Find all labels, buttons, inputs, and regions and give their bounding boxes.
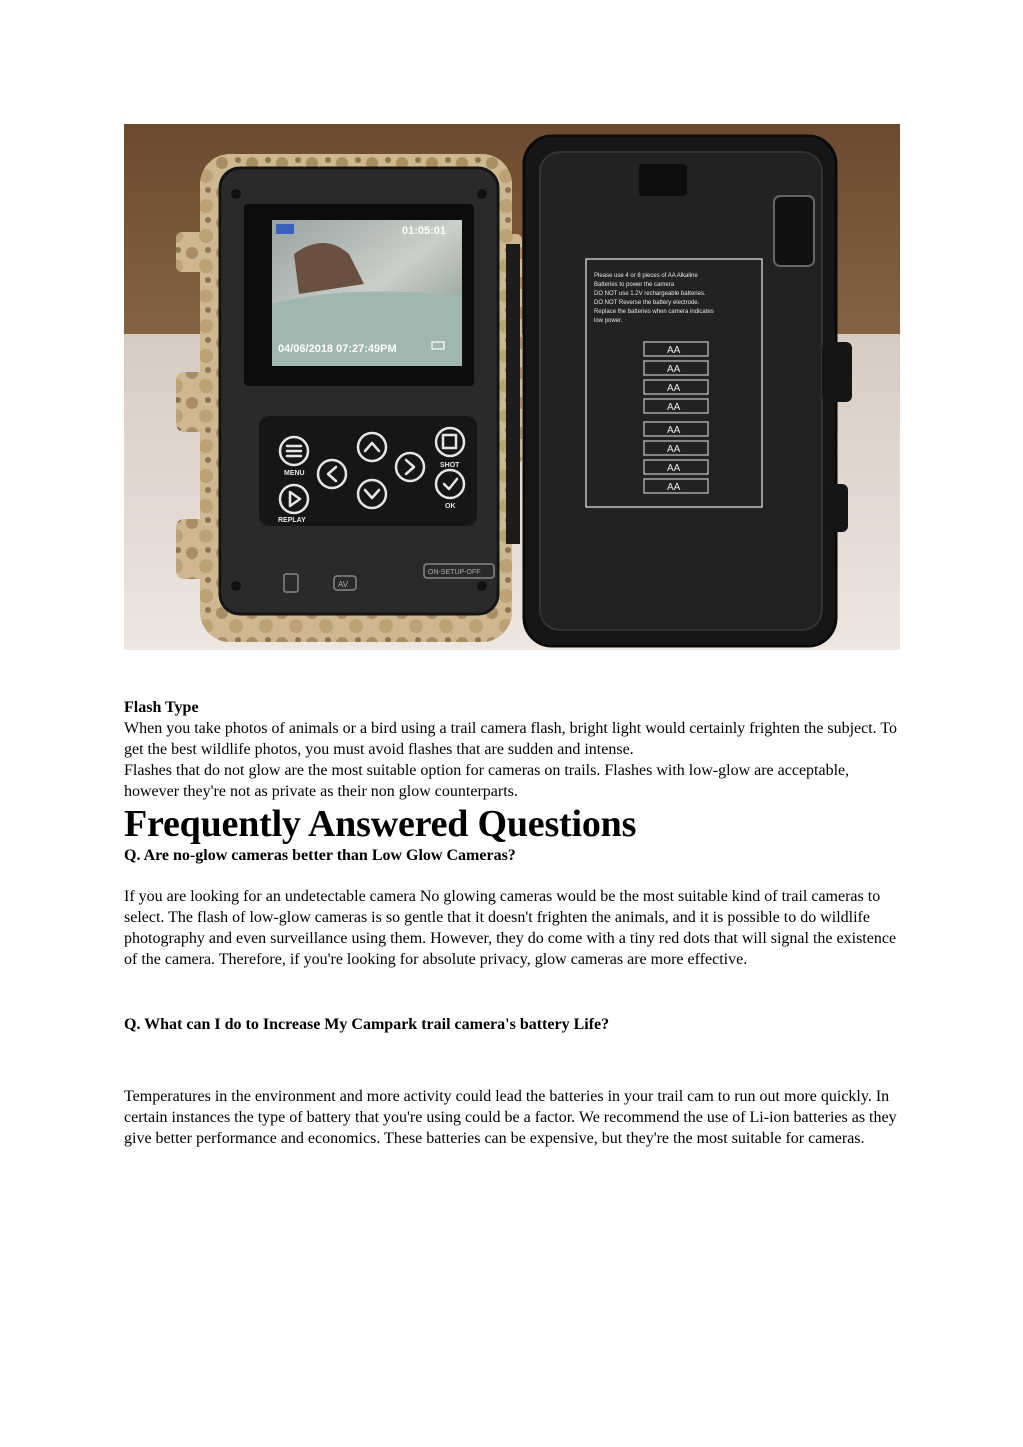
flash-paragraph-1: When you take photos of animals or a bird using a trail camera flash, bright light would certainly frighten the subject. To get the best wildlife photos, you must avoid flashes that are sudden and intense.: [124, 720, 898, 758]
trail-camera-photo: [124, 124, 900, 650]
svg-text:DO NOT Reverse the battery ele: DO NOT Reverse the battery electrode.: [594, 300, 700, 306]
svg-text:AV: AV: [338, 580, 349, 589]
battery-cell-label: AA: [667, 444, 681, 455]
svg-text:Please use 4 or 8 pieces of AA: Please use 4 or 8 pieces of AA Alkaline: [594, 273, 698, 279]
battery-cell-label: AA: [667, 482, 681, 493]
battery-cell-label: AA: [667, 345, 681, 356]
flash-type-heading: Flash Type: [124, 699, 199, 716]
faq-heading: Frequently Answered Questions: [124, 803, 637, 845]
screen-time: 01:05:01: [402, 225, 447, 237]
battery-cell-label: AA: [667, 364, 681, 375]
svg-text:Replace the batteries when cam: Replace the batteries when camera indicates: [594, 309, 714, 315]
battery-cell-label: AA: [667, 463, 681, 474]
latch: [774, 196, 814, 266]
battery-cell-label: AA: [667, 425, 681, 436]
battery-cell-label: AA: [667, 402, 681, 413]
svg-text:SHOT: SHOT: [440, 462, 460, 469]
answer-1: If you are looking for an undetectable camera No glowing cameras would be the most suitable kind of trail cameras to select. The flash of low-glow cameras is so gentle that it doesn't frighten the animals, and it is possible to do wildlife photography and even surveillance using them. However, they do come with a tiny red dots that will signal the existence of the camera. Therefore, if you're looking for absolute privacy, glow cameras are more effective.: [124, 888, 897, 968]
svg-text:Batteries to power the camera: Batteries to power the camera: [594, 282, 675, 288]
answer-2: Temperatures in the environment and more activity could lead the batteries in your trail cam to run out more quickly. In certain instances the type of battery that you're using could be a factor. We recommend the use of Li-ion batteries as they give better performance and economics. These batteries can be expensive, but they're the most suitable for cameras.: [124, 1088, 897, 1147]
screen-datetime: 04/06/2018 07:27:49PM: [278, 343, 397, 355]
svg-text:REPLAY: REPLAY: [278, 517, 306, 524]
question-2: Q. What can I do to Increase My Campark trail camera's battery Life?: [124, 1016, 610, 1033]
flash-paragraph-2: Flashes that do not glow are the most suitable option for cameras on trails. Flashes with low-glow are acceptable, however they're not as private as their non glow counterparts.: [124, 762, 850, 800]
question-1: Q. Are no-glow cameras better than Low Glow Cameras?: [124, 847, 516, 864]
svg-text:OK: OK: [445, 503, 456, 510]
svg-text:ON-SETUP-OFF: ON-SETUP-OFF: [428, 569, 481, 576]
article: [124, 698, 904, 1149]
svg-text:DO NOT use 1.2V rechargeable b: DO NOT use 1.2V rechargeable batteries.: [594, 291, 706, 297]
svg-text:low power.: low power.: [594, 318, 623, 324]
svg-text:MENU: MENU: [284, 470, 305, 477]
battery-cell-label: AA: [667, 383, 681, 394]
